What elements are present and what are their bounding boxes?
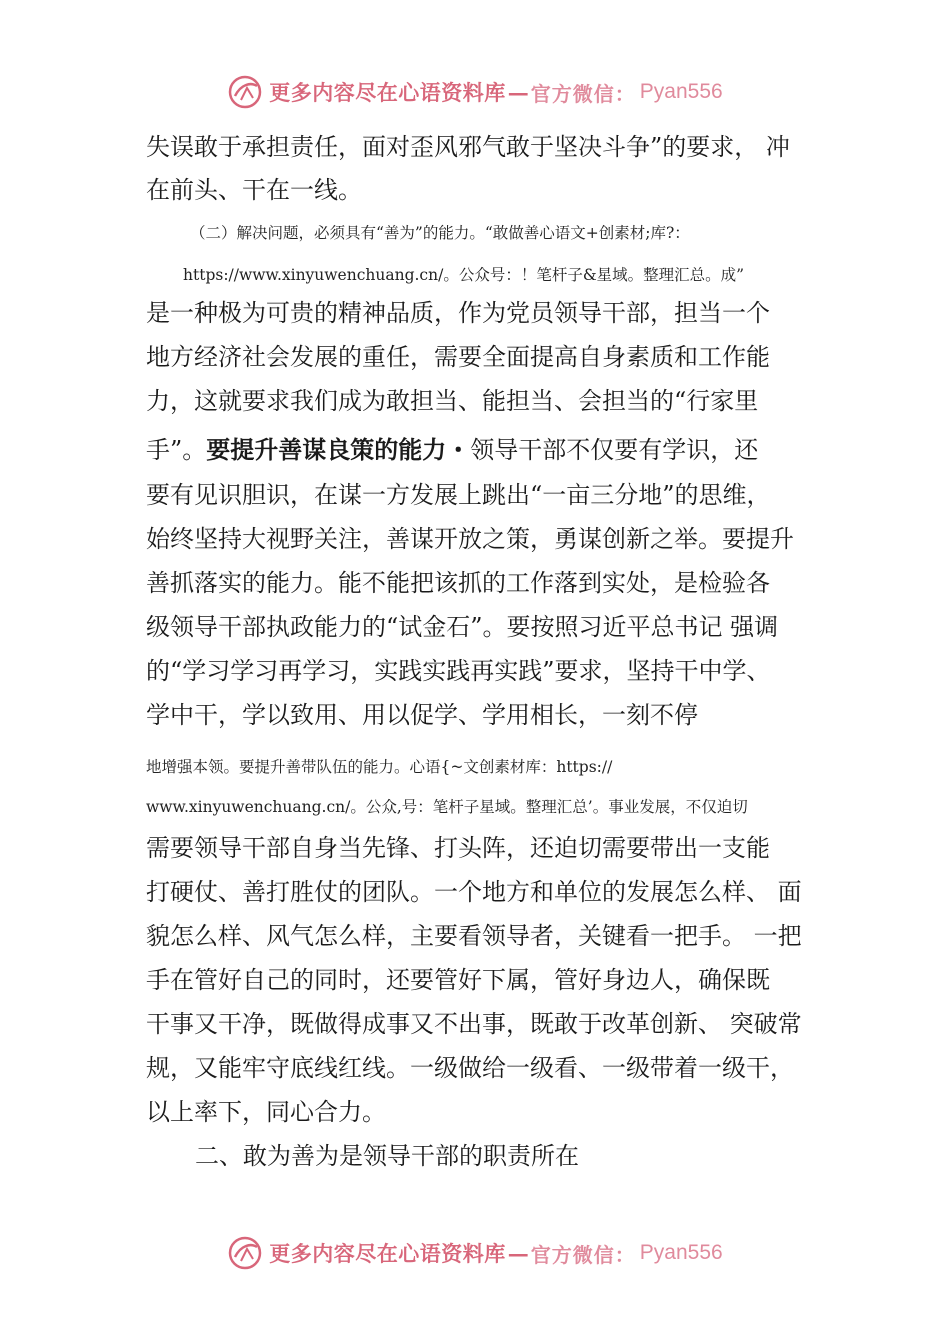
text-line: 始终坚持大视野关注，善谋开放之策，勇谋创新之举。要提升 [146,525,794,553]
text-line: 的“学习学习再学习，实践实践再实践”要求，坚持干中学、 [146,657,771,685]
small-text-line: www.xinyuwenchuang.cn/。公众,号：笔杆子星域。整理汇总’。事业发展，不仅迫切 [146,798,748,816]
text-line: 手在管好自己的同时，还要管好下属，管好身边人，确保既 [146,966,770,994]
text-line: 力，这就要求我们成为敢担当、能担当、会担当的“行家里 [146,387,759,415]
banner-wechat-label: 官方微信： [530,1242,636,1267]
text-line [146,435,758,465]
text-line: 是一种极为可贵的精神品质，作为党员领导干部，担当一个 [146,299,770,327]
text-line: 要有见识胆识，在谋一方发展上跳出“一亩三分地”的思维， [146,481,771,509]
banner-wechat-id: Pyan556 [639,80,723,103]
text-line: 干事又干净，既做得成事又不出事，既敢于改革创新、 突破常 [146,1010,802,1038]
banner-separator: — [507,1240,529,1266]
logo-icon [227,74,263,110]
text-line: 级领导干部执政能力的“试金石”。要按照习近平总书记 强调 [146,613,779,641]
header-watermark [0,72,950,112]
banner-text: 更多内容尽在心语资料库 [269,80,506,105]
banner-wechat-id: Pyan556 [639,1241,723,1264]
section-heading: 二、敢为善为是领导干部的职责所在 [195,1142,579,1170]
text-segment: 领导干部不仅要有学识，还 [470,436,759,464]
logo-icon [227,1235,263,1271]
text-line: 需要领导干部自身当先锋、打头阵，还迫切需要带出一支能 [146,834,770,862]
text-line: 失误敢于承担责任，面对歪风邪气敢于坚决斗争”的要求， 冲 [146,133,790,161]
text-line: 规，又能牢守底线红线。一级做给一级看、一级带着一级干， [146,1054,794,1082]
footer-watermark [0,1233,950,1273]
text-line: 打硬仗、善打胜仗的团队。一个地方和单位的发展怎么样、 面 [146,878,802,906]
small-text-line: （二）解决问题，必须具有“善为”的能力。“敢做善心语文+创素材;库?： [190,224,690,242]
banner-text: 更多内容尽在心语资料库 [269,1241,506,1266]
text-line: 地方经济社会发展的重任，需要全面提高自身素质和工作能 [146,343,770,371]
small-text-line: 地增强本领。要提升善带队伍的能力。心语{~文创素材库：https:// [146,758,613,776]
text-line: 善抓落实的能力。能不能把该抓的工作落到实处，是检验各 [146,569,770,597]
text-line: 貌怎么样、风气怎么样，主要看领导者，关键看一把手。 一把 [146,922,802,950]
text-segment: 手”。 [146,436,207,464]
small-text-line: https://www.xinyuwenchuang.cn/。公众号：！笔杆子&星域。整理汇总。成” [183,266,745,284]
banner-wechat-label: 官方微信： [530,81,636,106]
text-line: 学中干，学以致用、用以促学、学用相长，一刻不停 [146,701,698,729]
text-line: 以上率下，同心合力。 [146,1098,386,1126]
bold-heading-segment: 要提升善谋良策的能力・ [206,436,471,464]
banner-separator: — [507,79,529,105]
text-line: 在前头、干在一线。 [146,176,362,204]
